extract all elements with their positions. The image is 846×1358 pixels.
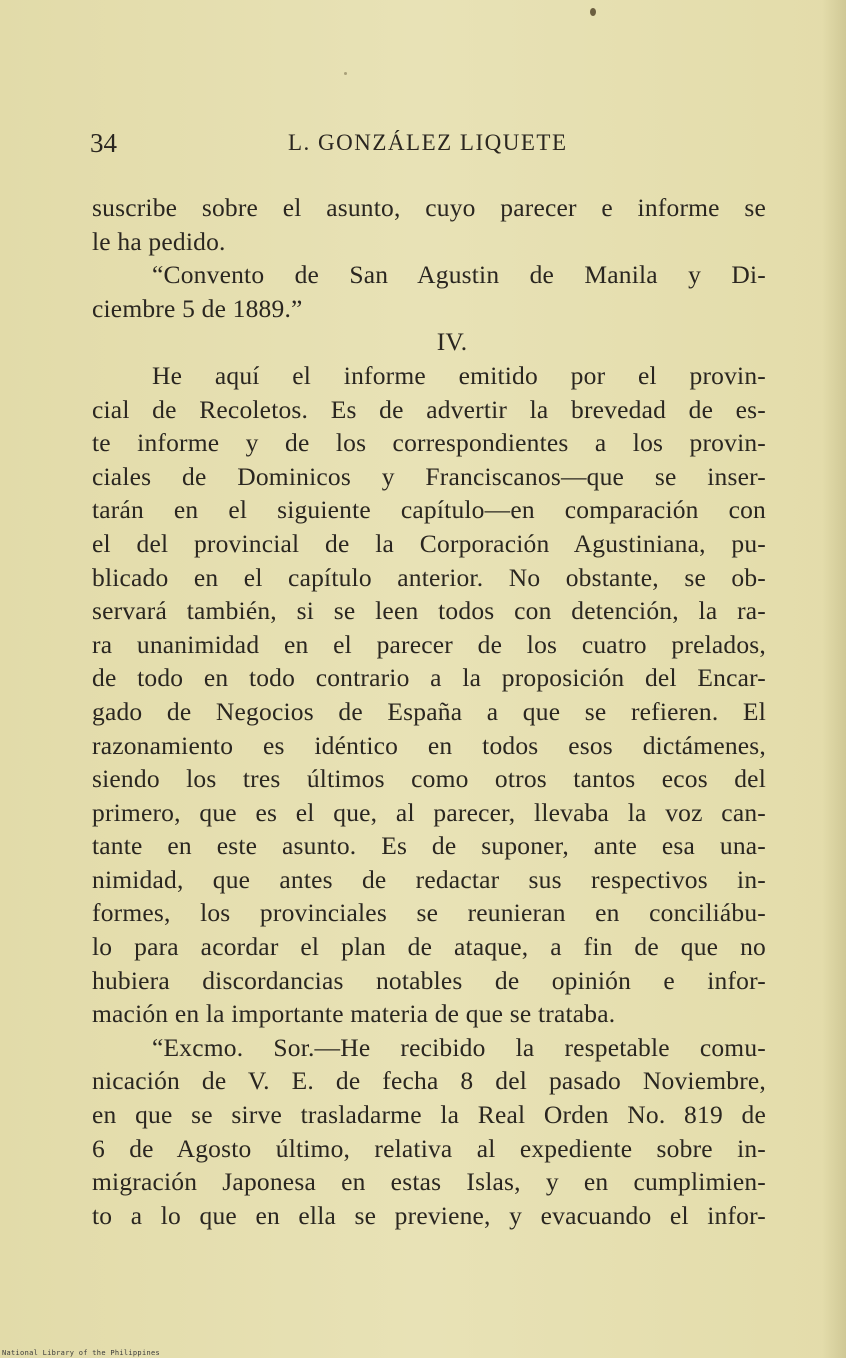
- text-line: en que se sirve trasladarme la Real Orden No. 819 de: [92, 1100, 766, 1130]
- text-line: “Excmo. Sor.—He recibido la respetable comu-: [152, 1032, 766, 1062]
- page-edge-shadow: [822, 0, 846, 1358]
- text-line: tarán en el siguiente capítulo—en comparación con: [92, 495, 766, 525]
- text-line: ciales de Dominicos y Franciscanos—que se inser-: [92, 461, 766, 491]
- text-line: nicación de V. E. de fecha 8 del pasado Noviembre,: [92, 1066, 766, 1096]
- text-line: de todo en todo contrario a la proposición del Encar-: [92, 663, 766, 693]
- text-line: servará también, si se leen todos con detención, la ra-: [92, 596, 766, 626]
- text-line: tante en este asunto. Es de suponer, ante esa una-: [92, 831, 766, 861]
- ink-speck: [590, 8, 596, 16]
- section-heading: IV.: [436, 327, 468, 357]
- text-line: le ha pedido.: [92, 226, 226, 256]
- running-head: L. GONZÁLEZ LIQUETE: [288, 130, 568, 155]
- text-line: hubiera discordancias notables de opinión e infor-: [92, 965, 766, 995]
- text-line: nimidad, que antes de redactar sus respectivos in-: [92, 864, 766, 894]
- text-line: cial de Recoletos. Es de advertir la brevedad de es-: [92, 394, 766, 424]
- text-line: siendo los tres últimos como otros tantos ecos del: [92, 764, 766, 794]
- text-line: primero, que es el que, al parecer, llevaba la voz can-: [92, 797, 766, 827]
- text-line: suscribe sobre el asunto, cuyo parecer e informe se: [92, 193, 766, 222]
- text-line: el del provincial de la Corporación Agustiniana, pu-: [92, 528, 766, 558]
- body-text: [92, 191, 766, 1232]
- page-header: [90, 128, 770, 162]
- text-line: te informe y de los correspondientes a los provin-: [92, 428, 766, 458]
- page-number: 34: [90, 128, 117, 158]
- text-line: mación en la importante materia de que se trataba.: [92, 999, 616, 1029]
- text-line: He aquí el informe emitido por el provin-: [152, 360, 766, 390]
- library-credit: National Library of the Philippines: [2, 1349, 161, 1357]
- text-line: 6 de Agosto último, relativa al expediente sobre in-: [92, 1133, 766, 1163]
- text-line: gado de Negocios de España a que se refieren. El: [92, 696, 766, 726]
- text-line: migración Japonesa en estas Islas, y en cumplimien-: [92, 1167, 766, 1197]
- text-line: razonamiento es idéntico en todos esos dictámenes,: [92, 730, 766, 760]
- text-line: to a lo que en ella se previene, y evacuando el infor-: [92, 1200, 766, 1230]
- text-line: ra unanimidad en el parecer de los cuatro prelados,: [92, 629, 766, 659]
- text-line: blicado en el capítulo anterior. No obstante, se ob-: [92, 562, 766, 592]
- text-line: lo para acordar el plan de ataque, a fin de que no: [92, 932, 766, 962]
- text-line: formes, los provinciales se reunieran en conciliábu-: [92, 898, 766, 928]
- ink-speck: [344, 72, 347, 75]
- text-line: ciembre 5 de 1889.”: [92, 293, 303, 323]
- text-line: “Convento de San Agustin de Manila y Di-: [152, 260, 766, 290]
